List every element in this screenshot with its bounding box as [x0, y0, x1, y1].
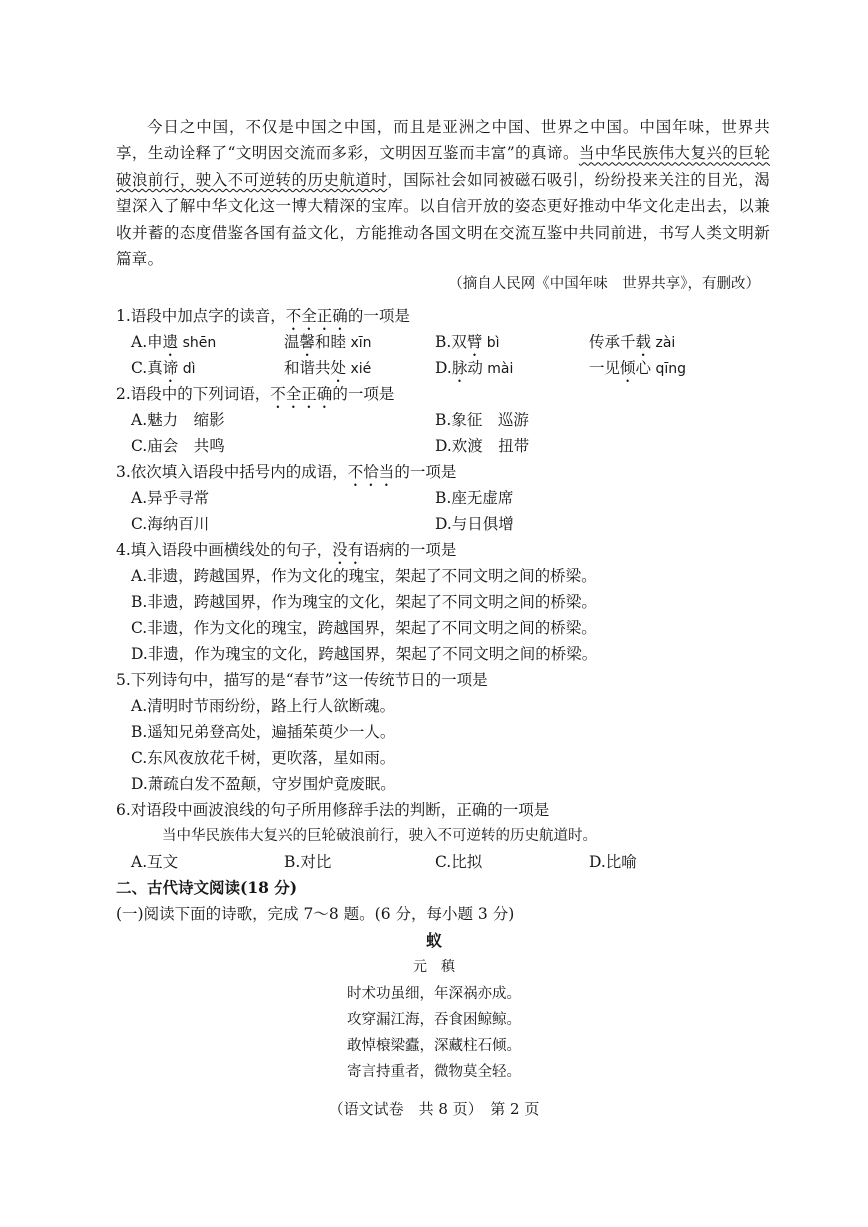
poem-line: 敢悼榱梁蠹，深藏柱石倾。 — [347, 1038, 521, 1054]
q2-option-d: D.欢渡 扭带 — [435, 437, 530, 455]
poem-line: 攻穿漏江海，吞食困鲸鲸。 — [347, 1012, 521, 1028]
page-footer: （语文试卷 共 8 页） 第 2 页 — [328, 1100, 540, 1118]
q1-option-b2: 传承千载 zài — [589, 333, 676, 351]
q1-option-a: A.申遗 shēn — [131, 333, 217, 351]
section-instructions: (一)阅读下面的诗歌，完成 7～8 题。(6 分，每小题 3 分) — [116, 905, 515, 923]
q5-stem: 5.下列诗句中，描写的是“春节”这一传统节日的一项是 — [116, 671, 488, 689]
q4-option-a: A.非遗，跨越国界，作为文化的瑰宝，架起了不同文明之间的桥梁。 — [131, 567, 597, 585]
q5-option-a: A.清明时节雨纷纷，路上行人欲断魂。 — [131, 697, 396, 715]
q4-option-b: B.非遗，跨越国界，作为瑰宝的文化，架起了不同文明之间的桥梁。 — [131, 593, 597, 611]
q5-option-d: D.萧疏白发不盈颠，守岁围炉竟废眠。 — [131, 775, 396, 793]
q1-option-a2: 温馨和睦 xīn — [284, 333, 372, 351]
passage-part1: 今日之中国，不仅是中国之中国，而且是亚洲之中国、世界之中国。中国年味，世界共享，生动诠释了“文明因交流而多彩，文明因互鉴而丰富”的真谛。 — [116, 118, 770, 163]
poem-line: 时术功虽细，年深祸亦成。 — [347, 986, 521, 1002]
q1-option-c: C.真谛 dì — [131, 359, 196, 377]
q4-option-c: C.非遗，作为文化的瑰宝，跨越国界，架起了不同文明之间的桥梁。 — [131, 619, 597, 637]
q6-stem: 6.对语段中画波浪线的句子所用修辞手法的判断，正确的一项是 — [116, 801, 550, 819]
q3-option-c: C.海纳百川 — [131, 515, 210, 533]
q2-stem: 2.语段中的下列词语，不全正确的一项是 — [116, 385, 395, 403]
poem-line: 寄言持重者，微物莫全轻。 — [347, 1064, 521, 1080]
q4-stem: 4.填入语段中画横线处的句子，没有语病的一项是 — [116, 541, 457, 559]
q3-option-b: B.座无虚席 — [435, 489, 514, 507]
q1-option-d2: 一见倾心 qīng — [589, 359, 687, 377]
q1-option-c2: 和谐共处 xié — [284, 359, 372, 377]
q4-option-d: D.非遗，作为瑰宝的文化，跨越国界，架起了不同文明之间的桥梁。 — [131, 645, 598, 663]
passage-source: （摘自人民网《中国年味 世界共享》，有删改） — [448, 276, 760, 292]
poem-title: 蚁 — [425, 931, 442, 950]
wavy-underlined-sentence: 当中华民族伟大复兴的巨轮破浪前行，驶入不可逆转的历史航道时 — [116, 144, 770, 189]
q6-option-b: B.对比 — [284, 853, 332, 871]
passage-part2: ，国际社会如同被磁石吸引，纷纷投来关注的目光，渴望深入了解中华文化这一博大精深的宝库。以自信开放的姿态更好推动中华文化走出去，以兼收并蓄的态度借鉴各国有益文化，方能推动各国文明在交流互鉴中共同前进，书写人类文明新篇章。 — [116, 170, 770, 269]
q1-stem: 1.语段中加点字的读音，不全正确的一项是 — [116, 307, 410, 325]
poem-author: 元 稹 — [413, 959, 455, 975]
q5-option-c: C.东风夜放花千树，更吹落，星如雨。 — [131, 749, 396, 767]
q5-option-b: B.遥知兄弟登高处，遍插茱萸少一人。 — [131, 723, 396, 741]
q3-option-d: D.与日俱增 — [435, 515, 514, 533]
q6-quote: 当中华民族伟大复兴的巨轮破浪前行，驶入不可逆转的历史航道时。 — [162, 828, 597, 844]
passage-paragraph — [116, 114, 770, 272]
q1-option-d: D.脉动 mài — [435, 359, 514, 377]
q3-option-a: A.异乎寻常 — [131, 489, 210, 507]
q6-option-d: D.比喻 — [589, 853, 637, 871]
q6-option-a: A.互文 — [131, 853, 179, 871]
q6-option-c: C.比拟 — [435, 853, 483, 871]
q2-option-c: C.庙会 共鸣 — [131, 437, 225, 455]
q2-option-b: B.象征 巡游 — [435, 411, 529, 429]
q2-option-a: A.魅力 缩影 — [131, 411, 225, 429]
section-heading: 二、古代诗文阅读(18 分) — [116, 878, 298, 897]
q1-option-b: B.双臂 bì — [435, 333, 500, 351]
q3-stem: 3.依次填入语段中括号内的成语，不恰当的一项是 — [116, 463, 457, 481]
